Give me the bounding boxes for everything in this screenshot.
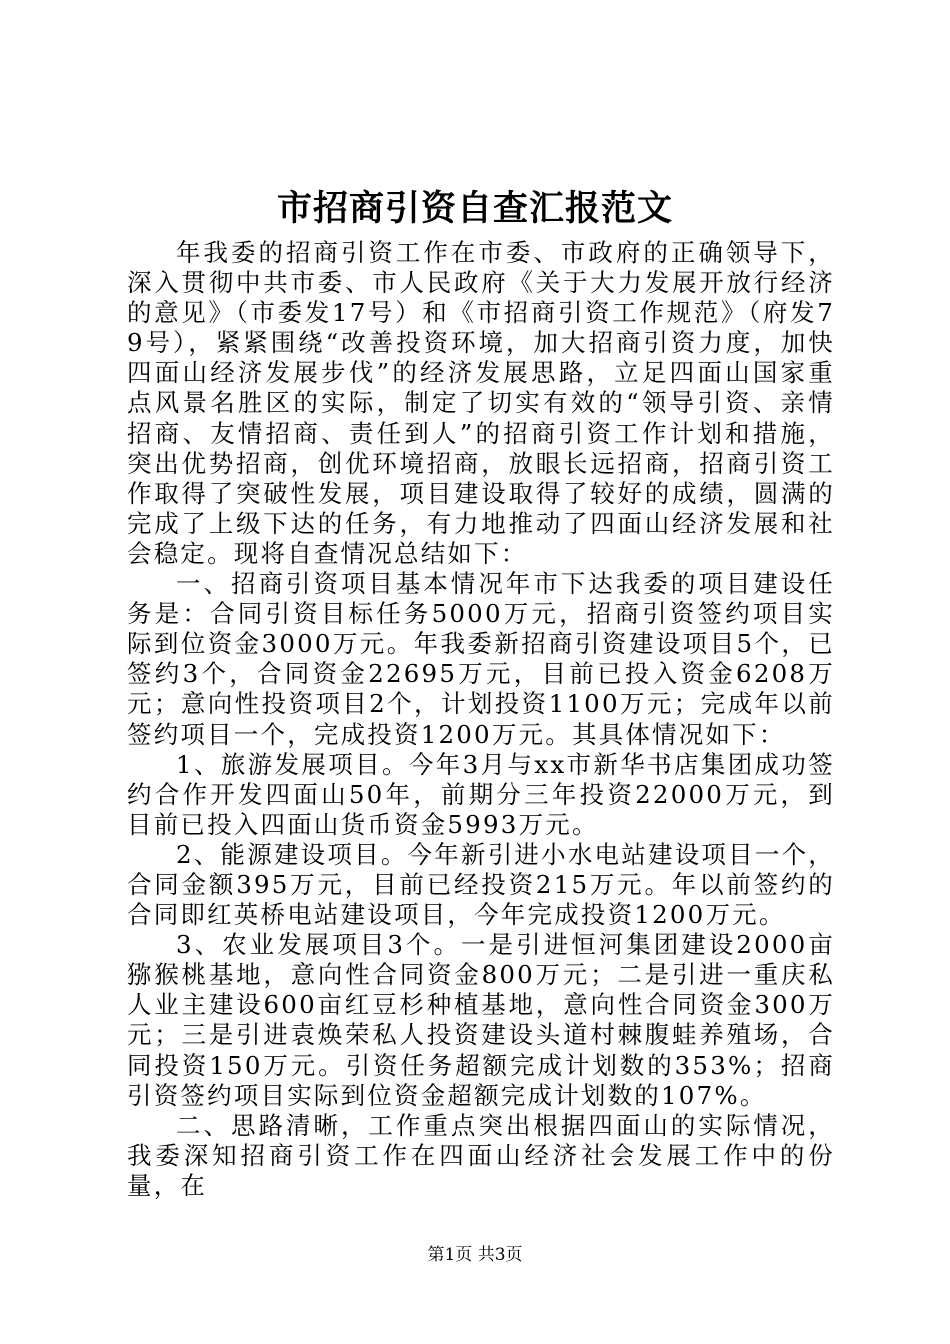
paragraph-section-2: 二、思路清晰，工作重点突出根据四面山的实际情况，我委深知招商引资工作在四面山经济社会发展工作中的份量，在 bbox=[127, 1110, 835, 1200]
paragraph-item-agriculture: 3、农业发展项目3个。一是引进恒河集团建设2000亩猕猴桃基地，意向性合同资金800万元；二是引进一重庆私人业主建设600亩红豆杉种植基地，意向性合同资金300万元；三是引进袁焕荣私人投资建设头道村棘腹蛙养殖场，合同投资150万元。引资任务超额完成计划数的353%；招商引资签约项目实际到位资金超额完成计划数的107%。 bbox=[127, 930, 835, 1110]
paragraph-intro: 年我委的招商引资工作在市委、市政府的正确领导下，深入贯彻中共市委、市人民政府《关于大力发展开放行经济的意见》（市委发17号）和《市招商引资工作规范》（府发79号），紧紧围绕“改善投资环境，加大招商引资力度，加快四面山经济发展步伐”的经济发展思路，立足四面山国家重点风景名胜区的实际，制定了切实有效的“领导引资、亲情招商、友情招商、责任到人”的招商引资工作计划和措施，突出优势招商，创优环境招商，放眼长远招商，招商引资工作取得了突破性发展，项目建设取得了较好的成绩，圆满的完成了上级下达的任务，有力地推动了四面山经济发展和社会稳定。现将自查情况总结如下： bbox=[127, 238, 835, 568]
document-title: 市招商引资自查汇报范文 bbox=[276, 188, 673, 229]
paragraph-section-1: 一、招商引资项目基本情况年市下达我委的项目建设任务是：合同引资目标任务5000万元，招商引资签约项目实际到位资金3000万元。年我委新招商引资建设项目5个，已签约3个，合同资金22695万元，目前已投入资金6208万元；意向性投资项目2个，计划投资1100万元；完成年以前签约项目一个，完成投资1200万元。其具体情况如下： bbox=[127, 569, 835, 749]
document-body bbox=[127, 238, 835, 1201]
paragraph-item-energy: 2、能源建设项目。今年新引进小水电站建设项目一个，合同金额395万元，目前已经投资215万元。年以前签约的合同即红英桥电站建设项目，今年完成投资1200万元。 bbox=[127, 839, 835, 930]
page-footer: 第1页 共3页 bbox=[427, 1245, 523, 1265]
paragraph-item-tourism: 1、旅游发展项目。今年3月与xx市新华书店集团成功签约合作开发四面山50年，前期分三年投资22000万元，到目前已投入四面山货币资金5993万元。 bbox=[127, 749, 835, 839]
